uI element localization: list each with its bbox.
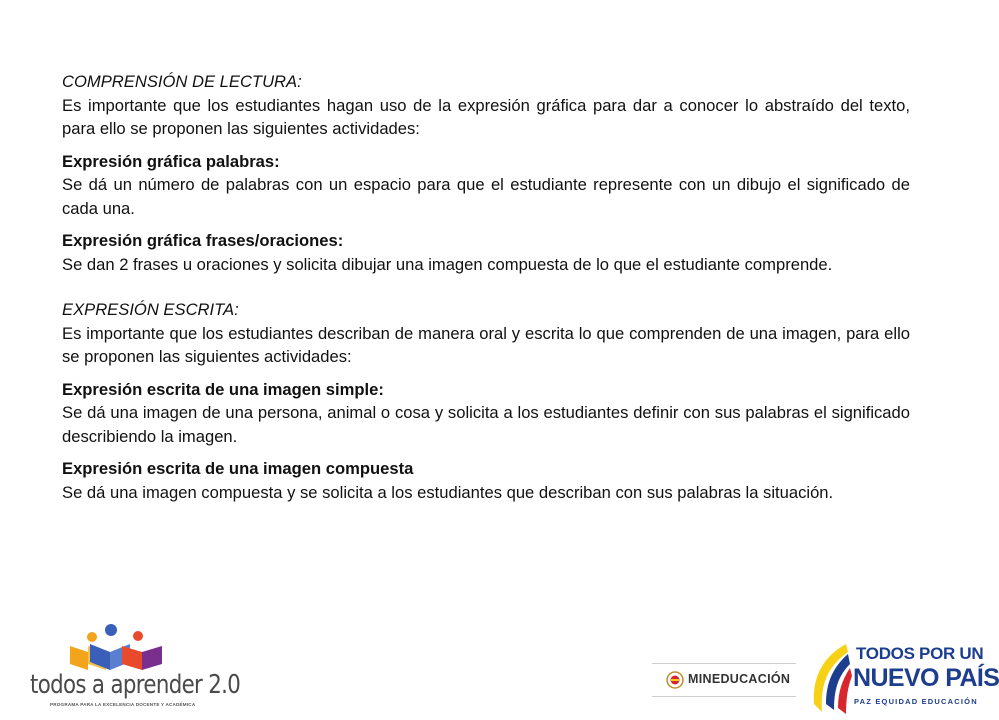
todos-a-aprender-logo [30, 622, 241, 710]
section-intro-expresion: Es importante que los estudiantes describan de manera oral y escrita lo que comprenden de una imagen, para ello se proponen las siguientes actividades: [62, 323, 910, 366]
pais-logo-line2: NUEVO PAÍS [853, 664, 999, 692]
activity-title: Expresión gráfica palabras: [62, 151, 280, 171]
mineducacion-text: MINEDUCACIÓN [688, 672, 791, 686]
activity-description: Se dá una imagen de una persona, animal o cosa y solicita a los estudiantes definir con sus palabras el significado describiendo la imagen. [62, 403, 910, 446]
section-heading-comprension: COMPRENSIÓN DE LECTURA: [62, 72, 302, 91]
activity-description: Se dá un número de palabras con un espacio para que el estudiante represente con un dibujo el significado de cada una. [62, 175, 910, 218]
activity-title: Expresión escrita de una imagen compuesta [62, 459, 414, 478]
activity-title: Expresión escrita de una imagen simple: [62, 379, 384, 399]
activity-description: Se dá una imagen compuesta y se solicita a los estudiantes que describan con sus palabras la situación. [62, 482, 834, 502]
activity-title: Expresión gráfica frases/oraciones: [62, 231, 344, 250]
colombia-crest-icon [666, 671, 684, 689]
mineducacion-logo [652, 663, 796, 697]
section-intro-comprension: Es importante que los estudiantes hagan uso de la expresión gráfica para dar a conocer lo abstraído del texto, para ello se proponen las siguientes actividades: [62, 95, 910, 138]
document-body [62, 70, 910, 504]
section-heading-expresion: EXPRESIÓN ESCRITA: [62, 300, 239, 319]
todos-logo-name: todos a aprender 2.0 [30, 670, 241, 700]
todos-por-un-nuevo-pais-logo [808, 642, 999, 718]
people-books-icon [66, 622, 176, 672]
pais-logo-tagline: PAZ EQUIDAD EDUCACIÓN [854, 697, 978, 706]
colombia-flag-swoosh-icon [808, 642, 854, 718]
activity-description: Se dan 2 frases u oraciones y solicita dibujar una imagen compuesta de lo que el estudiante comprende. [62, 254, 833, 274]
pais-logo-line1: TODOS POR UN [856, 644, 984, 663]
todos-logo-tagline: PROGRAMA PARA LA EXCELENCIA DOCENTE Y ACADÉMICA [50, 702, 196, 707]
